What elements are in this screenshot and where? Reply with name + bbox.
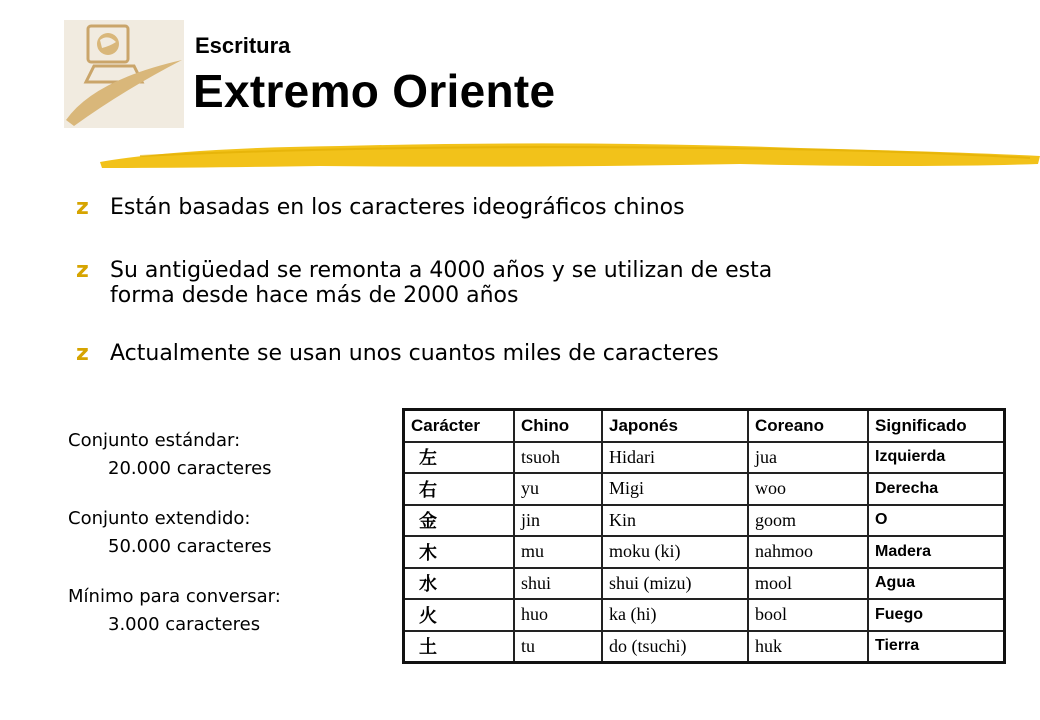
bullet-text: Actualmente se usan unos cuantos miles de caracteres [110,341,719,366]
character-counts [68,428,388,640]
column-header: Carácter [404,410,515,442]
chinese-cell: huo [514,599,602,631]
bullet-text-line: Su antigüedad se remonta a 4000 años y se utilizan de esta [110,258,773,283]
korean-cell: bool [748,599,868,631]
japanese-cell: ka (hi) [602,599,748,631]
column-header: Chino [514,410,602,442]
stat-label: Conjunto extendido: [68,508,251,529]
meaning-cell: Derecha [868,473,1005,505]
table-header-row [404,410,1005,442]
z-bullet-icon: z [76,258,89,283]
japanese-cell: do (tsuchi) [602,631,748,663]
stat-value: 3.000 caracteres [108,614,261,635]
slide-title: Extremo Oriente [193,65,556,117]
table-row [404,536,1005,568]
z-bullet-icon: z [76,341,89,366]
character-cell: 金 [404,505,515,537]
chinese-cell: tsuoh [514,442,602,474]
slide-subtitle: Escritura [195,33,291,58]
meaning-cell: O [868,505,1005,537]
korean-cell: nahmoo [748,536,868,568]
table-row [404,631,1005,663]
chinese-cell: jin [514,505,602,537]
bullet-item [76,341,976,366]
table-row [404,568,1005,600]
meaning-cell: Madera [868,536,1005,568]
table-row [404,442,1005,474]
bullet-list [76,195,976,404]
stat-label: Mínimo para conversar: [68,586,281,607]
character-cell: 左 [404,442,515,474]
japanese-cell: moku (ki) [602,536,748,568]
korean-cell: huk [748,631,868,663]
bullet-text-line: forma desde hace más de 2000 años [110,283,519,308]
column-header: Japonés [602,410,748,442]
characters-table [402,408,1006,664]
meaning-cell: Agua [868,568,1005,600]
chinese-cell: yu [514,473,602,505]
korean-cell: mool [748,568,868,600]
table-row [404,473,1005,505]
japanese-cell: Migi [602,473,748,505]
table-row [404,505,1005,537]
bullet-item [76,258,976,308]
korean-cell: woo [748,473,868,505]
character-cell: 木 [404,536,515,568]
character-cell: 土 [404,631,515,663]
chinese-cell: shui [514,568,602,600]
stat-value: 20.000 caracteres [108,458,272,479]
bullet-text: Están basadas en los caracteres ideográficos chinos [110,195,685,220]
stat-value: 50.000 caracteres [108,536,272,557]
japanese-cell: Hidari [602,442,748,474]
chinese-cell: mu [514,536,602,568]
z-bullet-icon: z [76,195,89,220]
character-cell: 火 [404,599,515,631]
korean-cell: jua [748,442,868,474]
table-row [404,599,1005,631]
logo [64,20,184,128]
column-header: Significado [868,410,1005,442]
japanese-cell: shui (mizu) [602,568,748,600]
meaning-cell: Fuego [868,599,1005,631]
korean-cell: goom [748,505,868,537]
character-cell: 水 [404,568,515,600]
brush-stroke-divider [100,138,1040,178]
meaning-cell: Tierra [868,631,1005,663]
meaning-cell: Izquierda [868,442,1005,474]
japanese-cell: Kin [602,505,748,537]
chinese-cell: tu [514,631,602,663]
bullet-item [76,195,976,220]
character-cell: 右 [404,473,515,505]
stat-label: Conjunto estándar: [68,430,241,451]
column-header: Coreano [748,410,868,442]
computer-globe-logo-icon [64,20,184,128]
